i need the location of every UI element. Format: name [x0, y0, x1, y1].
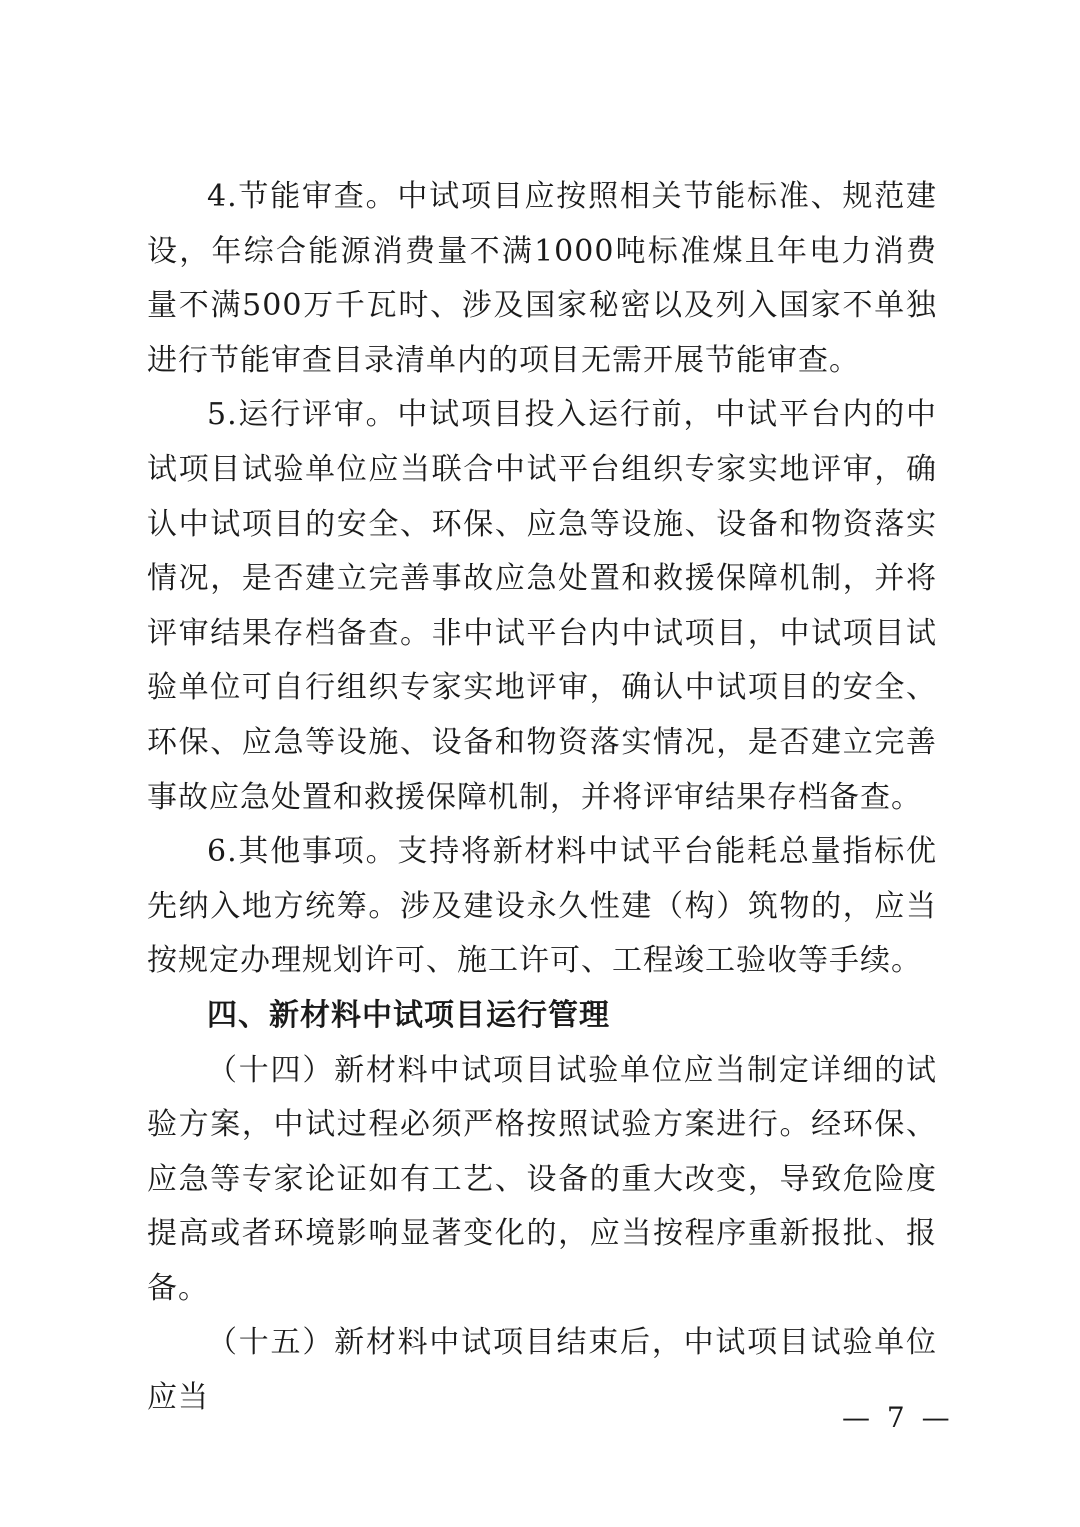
- paragraph-clause-15: （十五）新材料中试项目结束后，中试项目试验单位应当: [147, 1325, 937, 1416]
- paragraph-energy-review: 4.节能审查。中试项目应按照相关节能标准、规范建设，年综合能源消费量不满1000吨标准煤且年电力消费量不满500万千瓦时、涉及国家秘密以及列入国家不单独进行节能审查目录清单内的项目无需开展节能审查。: [147, 179, 937, 378]
- paragraph-operation-review: 5.运行评审。中试项目投入运行前，中试平台内的中试项目试验单位应当联合中试平台组织专家实地评审，确认中试项目的安全、环保、应急等设施、设备和物资落实情况，是否建立完善事故应急处置和救援保障机制，并将评审结果存档备查。非中试平台内中试项目，中试项目试验单位可自行组织专家实地评审，确认中试项目的安全、环保、应急等设施、设备和物资落实情况，是否建立完善事故应急处置和救援保障机制，并将评审结果存档备查。: [147, 397, 937, 815]
- page-number: — 7 —: [842, 1401, 954, 1434]
- paragraph-clause-14: （十四）新材料中试项目试验单位应当制定详细的试验方案，中试过程必须严格按照试验方案进行。经环保、应急等专家论证如有工艺、设备的重大改变，导致危险度提高或者环境影响显著变化的，应当按程序重新报批、报备。: [147, 1052, 937, 1306]
- paragraph-other-matters: 6.其他事项。支持将新材料中试平台能耗总量指标优先纳入地方统筹。涉及建设永久性建（构）筑物的，应当按规定办理规划许可、施工许可、工程竣工验收等手续。: [147, 834, 937, 979]
- document-body: [147, 170, 937, 1426]
- section-heading: 四、新材料中试项目运行管理: [207, 997, 610, 1033]
